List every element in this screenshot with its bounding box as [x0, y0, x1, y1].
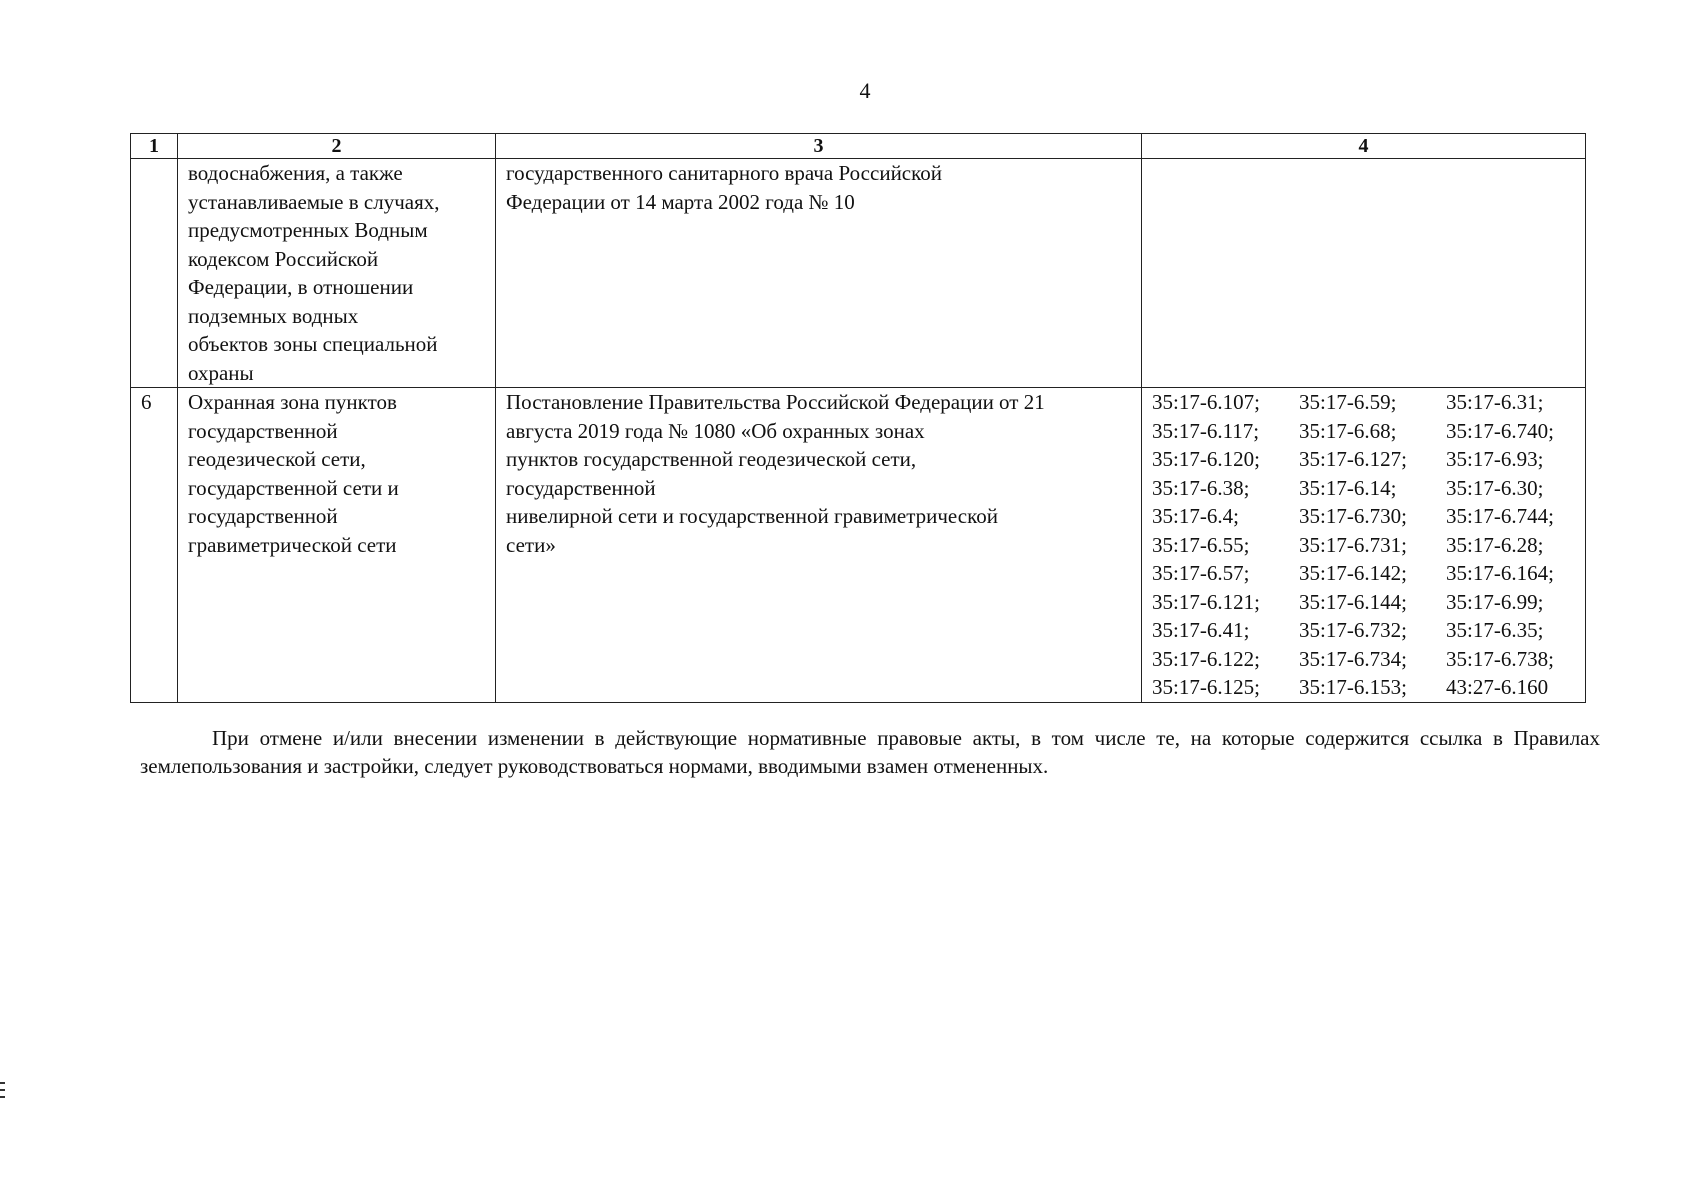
- scan-margin-mark: [0, 1089, 5, 1091]
- cadastral-codes-line: [1152, 445, 1575, 474]
- legal-document-line: Федерации от 14 марта 2002 года № 10: [506, 189, 855, 214]
- zone-name-cell: [178, 159, 496, 388]
- cadastral-codes-line: [1152, 559, 1575, 588]
- row-number: [131, 159, 178, 388]
- zone-name-cell: [178, 388, 496, 703]
- cadastral-code: 35:17-6.14;: [1299, 475, 1397, 500]
- cadastral-code: 35:17-6.57;: [1152, 561, 1250, 585]
- zone-name-line: охраны: [188, 360, 254, 385]
- footer-paragraph: При отмене и/или внесении изменении в действующие нормативные правовые акты, в том числе те, на которые содержится ссылка в Правилах землепользования и застройки, следует руководствоваться нормами, вводимыми взамен отмененных.: [140, 726, 1600, 778]
- cadastral-code: 35:17-6.730;: [1299, 504, 1407, 528]
- cadastral-code: 35:17-6.35;: [1446, 618, 1544, 642]
- cadastral-code: 35:17-6.38;: [1152, 475, 1250, 500]
- zone-name-line: государственной сети и: [188, 475, 399, 500]
- cadastral-code: 35:17-6.144;: [1299, 589, 1407, 614]
- cadastral-code: 35:17-6.120;: [1152, 447, 1260, 471]
- cadastral-codes-line: [1152, 474, 1575, 503]
- cadastral-codes-line: [1152, 588, 1575, 617]
- table-header-row: [131, 134, 1586, 159]
- table-row: [131, 388, 1586, 703]
- cadastral-code: 35:17-6.164;: [1446, 561, 1554, 585]
- cadastral-code: 35:17-6.738;: [1446, 646, 1554, 671]
- zone-name-line: подземных водных: [188, 303, 359, 328]
- zone-name-line: государственной: [188, 504, 338, 528]
- cadastral-code: 35:17-6.125;: [1152, 675, 1260, 699]
- zone-name-line: водоснабжения, а также: [188, 161, 403, 185]
- zone-name-line: Охранная зона пунктов: [188, 390, 397, 414]
- cadastral-code: 35:17-6.153;: [1299, 675, 1407, 699]
- cadastral-code: 35:17-6.732;: [1299, 618, 1407, 642]
- zone-name-line: устанавливаемые в случаях,: [188, 189, 440, 214]
- legal-document-line: нивелирной сети и государственной гравиметрической: [506, 504, 998, 528]
- zone-name-line: объектов зоны специальной: [188, 332, 438, 356]
- cadastral-code: 35:17-6.28;: [1446, 532, 1544, 557]
- cadastral-codes-line: [1152, 645, 1575, 674]
- cadastral-code: 35:17-6.117;: [1152, 418, 1260, 443]
- legal-document-line: пунктов государственной геодезической сети,: [506, 447, 917, 471]
- header-col-1: 1: [131, 134, 178, 159]
- cadastral-code: 35:17-6.122;: [1152, 646, 1260, 671]
- legal-document-cell: [496, 159, 1142, 388]
- table-row: [131, 159, 1586, 388]
- legal-document-cell: [496, 388, 1142, 703]
- cadastral-code: 35:17-6.731;: [1299, 532, 1407, 557]
- scan-margin-mark: [0, 1096, 5, 1098]
- cadastral-code: 35:17-6.744;: [1446, 504, 1554, 528]
- row-number: 6: [131, 388, 178, 703]
- cadastral-code: 35:17-6.41;: [1152, 618, 1250, 642]
- cadastral-code: 43:27-6.160: [1446, 675, 1549, 699]
- cadastral-codes-line: [1152, 673, 1575, 702]
- cadastral-code: 35:17-6.740;: [1446, 418, 1554, 443]
- cadastral-codes-cell: [1142, 388, 1586, 703]
- zone-name-line: гравиметрической сети: [188, 532, 397, 557]
- cadastral-code: 35:17-6.107;: [1152, 390, 1260, 414]
- cadastral-codes-line: [1152, 531, 1575, 560]
- zone-name-line: Федерации, в отношении: [188, 275, 414, 299]
- scan-margin-mark: [0, 1082, 5, 1084]
- cadastral-code: 35:17-6.55;: [1152, 532, 1250, 557]
- zone-name-line: предусмотренных Водным: [188, 218, 428, 242]
- cadastral-code: 35:17-6.99;: [1446, 589, 1544, 614]
- legal-document-line: государственной: [506, 475, 656, 500]
- zone-name-line: кодексом Российской: [188, 246, 379, 271]
- cadastral-code: 35:17-6.59;: [1299, 390, 1397, 414]
- header-col-3: 3: [496, 134, 1142, 159]
- cadastral-code: 35:17-6.127;: [1299, 447, 1407, 471]
- cadastral-codes-line: [1152, 388, 1575, 417]
- cadastral-code: 35:17-6.4;: [1152, 504, 1239, 528]
- zone-name-line: государственной: [188, 418, 338, 443]
- header-col-4: 4: [1142, 134, 1586, 159]
- legal-document-line: Постановление Правительства Российской Федерации от 21: [506, 390, 1045, 414]
- cadastral-codes-line: [1152, 417, 1575, 446]
- cadastral-codes-cell: [1142, 159, 1586, 388]
- zones-table: [130, 133, 1586, 703]
- cadastral-code: 35:17-6.68;: [1299, 418, 1397, 443]
- cadastral-code: 35:17-6.30;: [1446, 475, 1544, 500]
- cadastral-codes-line: [1152, 502, 1575, 531]
- cadastral-code: 35:17-6.121;: [1152, 589, 1260, 614]
- cadastral-code: 35:17-6.31;: [1446, 390, 1544, 414]
- page-number: 4: [859, 78, 871, 103]
- cadastral-code: 35:17-6.93;: [1446, 447, 1544, 471]
- header-col-2: 2: [178, 134, 496, 159]
- legal-document-line: августа 2019 года № 1080 «Об охранных зонах: [506, 418, 925, 443]
- legal-document-line: государственного санитарного врача Российской: [506, 161, 942, 185]
- legal-document-line: сети»: [506, 532, 556, 557]
- zone-name-line: геодезической сети,: [188, 447, 366, 471]
- cadastral-code: 35:17-6.142;: [1299, 561, 1407, 585]
- cadastral-code: 35:17-6.734;: [1299, 646, 1407, 671]
- cadastral-codes-line: [1152, 616, 1575, 645]
